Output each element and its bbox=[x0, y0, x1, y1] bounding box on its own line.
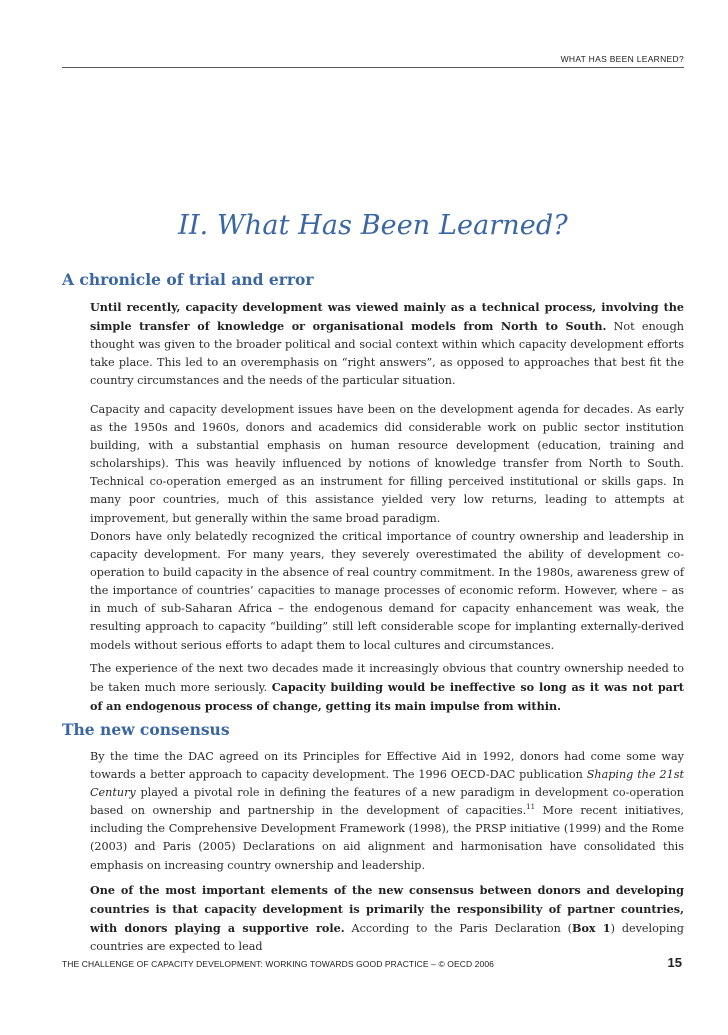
paragraph-text: Donors have only belatedly recognized the critical importance of country ownership and leadership in capacity development. For many years, they severely overestimated the ability of development co-operation to build capacity in the absence of real country commitment. In the 1980s, awareness grew of the importance of countries’ capacities to manage processes of economic reform. However, where – as in much of sub-Saharan Africa – the endogenous demand for capacity enhancement was weak, the resulting approach to capacity “building” still left considerable scope for implanting externally-derived models without serious efforts to adapt them to local cultures and circumstances. bbox=[90, 530, 684, 652]
header-rule bbox=[62, 67, 684, 68]
bold-tail: Capacity building would be ineffective so long as it was not part of an endogenous process of change, getting its main impulse from within. bbox=[90, 680, 684, 714]
chapter-title: II. What Has Been Learned? bbox=[178, 210, 568, 241]
paragraph bbox=[90, 298, 684, 390]
running-header: WHAT HAS BEEN LEARNED? bbox=[560, 54, 684, 64]
paragraph-text: Capacity and capacity development issues have been on the development agenda for decades. As early as the 1950s and 1960s, donors and academics did considerable work on public sector institution building, with a substantial emphasis on human resource development (education, training and scholarships). This was heavily influenced by notions of knowledge transfer from North to South. Technical co-operation emerged as an instrument for filling perceived institutional or skills gaps. In many poor countries, much of this assistance yielded very low returns, leading to attempts at improvement, but generally within the same broad paradigm. bbox=[90, 403, 684, 525]
paragraph-text: ) developing countries are expected to lead bbox=[90, 922, 684, 954]
paragraph-text: played a pivotal role in defining the features of a new paradigm in development co-operation based on ownership and partnership in the development of capacities. bbox=[90, 786, 684, 818]
paragraph-text: More recent initiatives, including the Comprehensive Development Framework (1998), the PRSP initiative (1999) and the Rome (2003) and Paris (2005) Declarations on aid alignment and harmonisation have consolidated this emphasis on increasing country ownership and leadership. bbox=[90, 804, 684, 872]
bold-lead: One of the most important elements of the new consensus between donors and developing countries is that capacity development is primarily the responsibility of partner countries, with donors playing a supportive role. bbox=[90, 883, 684, 936]
paragraph bbox=[90, 660, 684, 716]
section-heading-trial-and-error: A chronicle of trial and error bbox=[62, 270, 314, 289]
publication-title: Shaping the 21st Century bbox=[90, 768, 684, 800]
paragraph-text: The experience of the next two decades made it increasingly obvious that country ownership needed to be taken much more seriously. bbox=[90, 662, 684, 695]
paragraph bbox=[90, 401, 684, 528]
paragraph bbox=[90, 528, 684, 655]
box-reference[interactable]: Box 1 bbox=[572, 921, 611, 936]
footer-publication: THE CHALLENGE OF CAPACITY DEVELOPMENT: WORKING TOWARDS GOOD PRACTICE – © OECD 2006 bbox=[62, 959, 494, 969]
paragraph bbox=[90, 748, 684, 875]
paragraph-text: By the time the DAC agreed on its Principles for Effective Aid in 1992, donors had come some way towards a better approach to capacity development. The 1996 OECD-DAC publication bbox=[90, 750, 684, 782]
page-number: 15 bbox=[667, 955, 682, 970]
paragraph-text: Not enough thought was given to the broader political and social context within which capacity development efforts take place. This led to an overemphasis on “right answers”, as opposed to approaches that best fit the country circumstances and the needs of the particular situation. bbox=[90, 320, 684, 388]
paragraph-text: According to the Paris Declaration ( bbox=[344, 922, 573, 936]
footnote-marker[interactable]: 11 bbox=[526, 803, 536, 812]
paragraph bbox=[90, 881, 684, 956]
bold-lead: Until recently, capacity development was viewed mainly as a technical process, involving the simple transfer of knowledge or organisational models from North to South. bbox=[90, 300, 684, 334]
section-heading-new-consensus: The new consensus bbox=[62, 720, 230, 739]
